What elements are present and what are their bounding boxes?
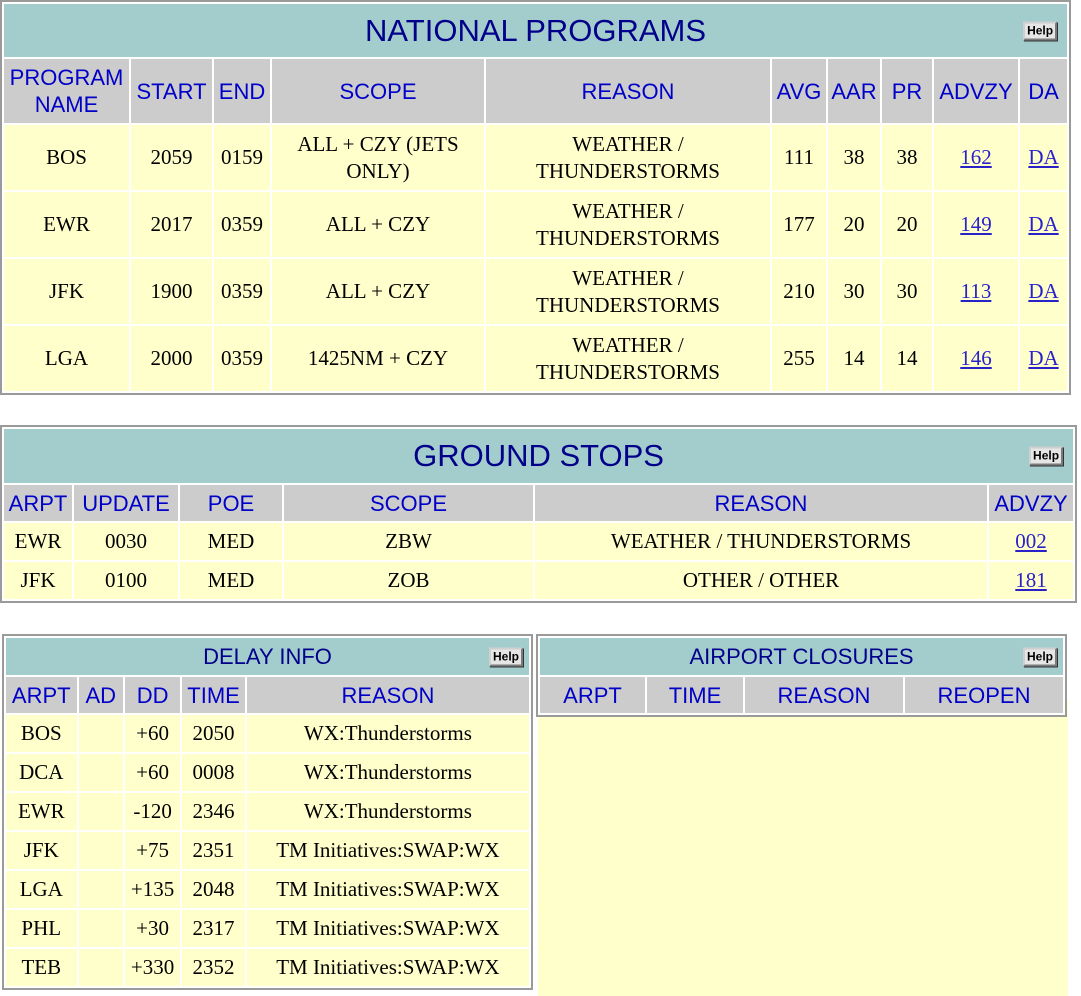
program-pr: 20 <box>882 192 932 257</box>
col-ad: AD <box>79 677 123 713</box>
delay-arpt: DCA <box>6 754 77 791</box>
delay-dd: +330 <box>125 949 180 986</box>
stop-arpt: JFK <box>4 562 72 599</box>
col-arpt: ARPT <box>4 485 72 521</box>
delay-arpt: JFK <box>6 832 77 869</box>
delay-info-help-button[interactable]: Help <box>489 647 523 666</box>
program-reason: WEATHER / THUNDERSTORMS <box>486 125 770 190</box>
da-link[interactable]: DA <box>1028 145 1059 169</box>
stop-scope: ZOB <box>284 562 533 599</box>
table-row <box>6 949 529 986</box>
national-programs-help-button[interactable]: Help <box>1023 21 1057 40</box>
table-row <box>4 523 1073 560</box>
stop-reason: OTHER / OTHER <box>535 562 987 599</box>
airport-closures-help-button[interactable]: Help <box>1023 647 1057 666</box>
delay-time: 2317 <box>182 910 244 947</box>
col-scope: SCOPE <box>272 59 484 123</box>
delay-arpt: EWR <box>6 793 77 830</box>
col-time: TIME <box>182 677 244 713</box>
delay-ad <box>79 793 123 830</box>
program-start: 2059 <box>131 125 212 190</box>
delay-time: 2050 <box>182 715 244 752</box>
col-scope: SCOPE <box>284 485 533 521</box>
airport-closures-title-bar <box>540 638 1063 675</box>
col-pr: PR <box>882 59 932 123</box>
program-da-cell <box>1020 192 1067 257</box>
col-arpt: ARPT <box>6 677 77 713</box>
delay-info-title-bar <box>6 638 529 675</box>
program-end: 0359 <box>214 192 270 257</box>
delay-dd: +135 <box>125 871 180 908</box>
program-advzy-cell <box>934 259 1018 324</box>
delay-arpt: LGA <box>6 871 77 908</box>
advisory-link[interactable]: 113 <box>960 279 992 303</box>
da-link[interactable]: DA <box>1028 212 1059 236</box>
program-aar: 38 <box>828 125 880 190</box>
program-advzy-cell <box>934 192 1018 257</box>
program-pr: 38 <box>882 125 932 190</box>
delay-ad <box>79 910 123 947</box>
program-da-cell <box>1020 326 1067 391</box>
program-advzy-cell <box>934 125 1018 190</box>
table-row <box>6 754 529 791</box>
program-name: LGA <box>4 326 129 391</box>
delay-dd: +60 <box>125 715 180 752</box>
advisory-link[interactable]: 146 <box>960 346 992 370</box>
national-programs-title-bar <box>4 4 1067 57</box>
delay-time: 0008 <box>182 754 244 791</box>
delay-reason: TM Initiatives:SWAP:WX <box>247 910 529 947</box>
ground-stops-title-bar <box>4 429 1073 483</box>
table-row <box>6 832 529 869</box>
program-avg: 177 <box>772 192 826 257</box>
table-row <box>6 910 529 947</box>
stop-update: 0030 <box>74 523 178 560</box>
col-advzy: ADVZY <box>934 59 1018 123</box>
airport-closures-empty-area <box>538 700 1068 996</box>
delay-arpt: PHL <box>6 910 77 947</box>
program-start: 2000 <box>131 326 212 391</box>
delay-time: 2346 <box>182 793 244 830</box>
col-end: END <box>214 59 270 123</box>
col-reopen: REOPEN <box>905 677 1063 713</box>
delay-ad <box>79 754 123 791</box>
advisory-link[interactable]: 181 <box>1015 568 1047 592</box>
advisory-link[interactable]: 162 <box>960 145 992 169</box>
program-end: 0359 <box>214 259 270 324</box>
program-scope: ALL + CZY (JETS ONLY) <box>272 125 484 190</box>
airport-closures-title: AIRPORT CLOSURES <box>689 643 914 669</box>
delay-time: 2352 <box>182 949 244 986</box>
advisory-link[interactable]: 002 <box>1015 529 1047 553</box>
program-scope: ALL + CZY <box>272 192 484 257</box>
delay-reason: TM Initiatives:SWAP:WX <box>247 832 529 869</box>
program-advzy-cell <box>934 326 1018 391</box>
program-pr: 14 <box>882 326 932 391</box>
da-link[interactable]: DA <box>1028 279 1059 303</box>
program-reason: WEATHER / THUNDERSTORMS <box>486 192 770 257</box>
delay-time: 2351 <box>182 832 244 869</box>
national-programs-title: NATIONAL PROGRAMS <box>365 12 707 48</box>
program-name: EWR <box>4 192 129 257</box>
program-start: 1900 <box>131 259 212 324</box>
program-aar: 30 <box>828 259 880 324</box>
delay-reason: TM Initiatives:SWAP:WX <box>247 871 529 908</box>
table-row <box>6 793 529 830</box>
program-reason: WEATHER / THUNDERSTORMS <box>486 326 770 391</box>
program-end: 0159 <box>214 125 270 190</box>
col-reason: REASON <box>535 485 987 521</box>
ground-stops-table <box>0 425 1077 603</box>
program-da-cell <box>1020 259 1067 324</box>
program-scope: 1425NM + CZY <box>272 326 484 391</box>
col-dd: DD <box>125 677 180 713</box>
delay-info-table <box>2 634 533 990</box>
table-row <box>4 192 1067 257</box>
national-programs-table <box>0 0 1071 395</box>
ground-stops-title: GROUND STOPS <box>413 438 664 473</box>
table-row <box>6 871 529 908</box>
delay-ad <box>79 949 123 986</box>
da-link[interactable]: DA <box>1028 346 1059 370</box>
program-name: BOS <box>4 125 129 190</box>
delay-dd: +75 <box>125 832 180 869</box>
program-aar: 20 <box>828 192 880 257</box>
stop-poe: MED <box>180 523 282 560</box>
delay-ad <box>79 715 123 752</box>
delay-arpt: TEB <box>6 949 77 986</box>
program-da-cell <box>1020 125 1067 190</box>
delay-reason: TM Initiatives:SWAP:WX <box>247 949 529 986</box>
col-da: DA <box>1020 59 1067 123</box>
col-aar: AAR <box>828 59 880 123</box>
advisory-link[interactable]: 149 <box>960 212 992 236</box>
stop-arpt: EWR <box>4 523 72 560</box>
airport-closures-table <box>536 634 1067 717</box>
delay-info-title: DELAY INFO <box>203 643 332 669</box>
stop-advzy-cell <box>989 523 1073 560</box>
table-row <box>4 326 1067 391</box>
delay-arpt: BOS <box>6 715 77 752</box>
col-reason: REASON <box>486 59 770 123</box>
stop-reason: WEATHER / THUNDERSTORMS <box>535 523 987 560</box>
table-row <box>4 125 1067 190</box>
stop-poe: MED <box>180 562 282 599</box>
stop-update: 0100 <box>74 562 178 599</box>
col-arpt: ARPT <box>540 677 645 713</box>
delay-dd: -120 <box>125 793 180 830</box>
program-end: 0359 <box>214 326 270 391</box>
delay-time: 2048 <box>182 871 244 908</box>
delay-reason: WX:Thunderstorms <box>247 754 529 791</box>
program-avg: 111 <box>772 125 826 190</box>
col-start: START <box>131 59 212 123</box>
stop-scope: ZBW <box>284 523 533 560</box>
program-pr: 30 <box>882 259 932 324</box>
program-avg: 255 <box>772 326 826 391</box>
col-update: UPDATE <box>74 485 178 521</box>
delay-reason: WX:Thunderstorms <box>247 715 529 752</box>
col-poe: POE <box>180 485 282 521</box>
ground-stops-help-button[interactable]: Help <box>1029 447 1063 466</box>
program-aar: 14 <box>828 326 880 391</box>
delay-ad <box>79 832 123 869</box>
col-reason: REASON <box>247 677 529 713</box>
delay-ad <box>79 871 123 908</box>
program-reason: WEATHER / THUNDERSTORMS <box>486 259 770 324</box>
stop-advzy-cell <box>989 562 1073 599</box>
program-scope: ALL + CZY <box>272 259 484 324</box>
program-name: JFK <box>4 259 129 324</box>
delay-dd: +30 <box>125 910 180 947</box>
col-advzy: ADVZY <box>989 485 1073 521</box>
table-row <box>4 562 1073 599</box>
delay-reason: WX:Thunderstorms <box>247 793 529 830</box>
table-row <box>6 715 529 752</box>
col-program-name: PROGRAM NAME <box>4 59 129 123</box>
col-reason: REASON <box>745 677 903 713</box>
program-start: 2017 <box>131 192 212 257</box>
table-row <box>4 259 1067 324</box>
col-time: TIME <box>647 677 743 713</box>
delay-dd: +60 <box>125 754 180 791</box>
program-avg: 210 <box>772 259 826 324</box>
col-avg: AVG <box>772 59 826 123</box>
